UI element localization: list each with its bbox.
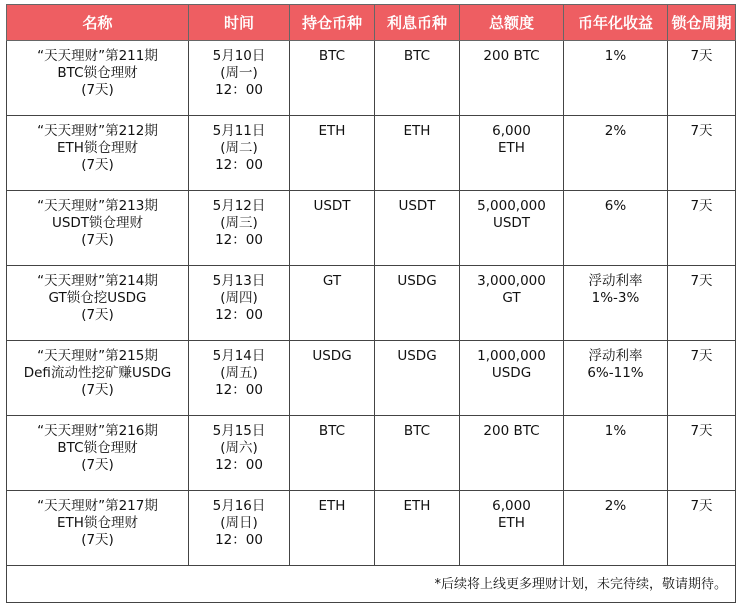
lock-period-cell <box>668 416 736 491</box>
product-name-subtitle: ETH锁仓理财 <box>57 140 138 156</box>
interest-currency-cell <box>375 116 460 191</box>
time-cell <box>189 191 290 266</box>
total-unit-text: GT <box>502 290 521 306</box>
header-total: 总额度 <box>460 5 564 41</box>
date-text: 5月12日 <box>212 198 266 214</box>
interest-currency-cell <box>375 341 460 416</box>
apy-cell <box>564 191 668 266</box>
hold-currency-text: BTC <box>318 423 346 439</box>
hold-currency-text: GT <box>322 273 342 289</box>
total-amount-text: 200 BTC <box>483 423 540 439</box>
interest-currency-cell <box>375 266 460 341</box>
lock-period-text: 7天 <box>690 348 713 364</box>
hold-currency-cell <box>290 41 375 116</box>
total-cell <box>460 191 564 266</box>
total-amount-text: 1,000,000 <box>477 348 546 364</box>
clock-text: 12：00 <box>215 532 263 548</box>
wealth-products-table <box>6 4 736 603</box>
total-unit-text: USDT <box>492 215 531 231</box>
apy-cell <box>564 266 668 341</box>
apy-text: 2% <box>604 123 627 139</box>
hold-currency-cell <box>290 266 375 341</box>
date-text: 5月14日 <box>212 348 266 364</box>
product-name-cell <box>7 41 189 116</box>
table-row <box>7 266 736 341</box>
date-text: 5月11日 <box>212 123 266 139</box>
lock-period-text: 7天 <box>690 423 713 439</box>
hold-currency-text: ETH <box>318 498 346 514</box>
lock-period-cell <box>668 116 736 191</box>
lock-period-cell <box>668 41 736 116</box>
product-name-title: “天天理财”第213期 <box>37 198 158 214</box>
apy-cell <box>564 341 668 416</box>
product-name-cell <box>7 341 189 416</box>
apy-text: 浮动利率 <box>588 273 643 289</box>
total-amount-text: 3,000,000 <box>477 273 546 289</box>
clock-text: 12：00 <box>215 382 263 398</box>
total-cell <box>460 116 564 191</box>
clock-text: 12：00 <box>215 457 263 473</box>
hold-currency-cell <box>290 116 375 191</box>
product-name-duration: (7天) <box>81 232 114 248</box>
lock-period-cell <box>668 191 736 266</box>
lock-period-cell <box>668 266 736 341</box>
time-cell <box>189 341 290 416</box>
weekday-text: (周六) <box>220 440 258 456</box>
table-row <box>7 41 736 116</box>
clock-text: 12：00 <box>215 157 263 173</box>
product-name-title: “天天理财”第211期 <box>37 48 158 64</box>
date-text: 5月13日 <box>212 273 266 289</box>
table-row <box>7 191 736 266</box>
product-name-cell <box>7 491 189 566</box>
header-time: 时间 <box>189 5 290 41</box>
product-name-cell <box>7 416 189 491</box>
time-cell <box>189 41 290 116</box>
product-name-duration: (7天) <box>81 307 114 323</box>
hold-currency-text: BTC <box>318 48 346 64</box>
product-name-title: “天天理财”第214期 <box>37 273 158 289</box>
product-name-duration: (7天) <box>81 157 114 173</box>
time-cell <box>189 266 290 341</box>
product-name-duration: (7天) <box>81 382 114 398</box>
lock-period-text: 7天 <box>690 198 713 214</box>
product-name-duration: (7天) <box>81 82 114 98</box>
weekday-text: (周五) <box>220 365 258 381</box>
header-interest-currency: 利息币种 <box>375 5 460 41</box>
interest-currency-cell <box>375 191 460 266</box>
product-name-cell <box>7 116 189 191</box>
product-name-cell <box>7 191 189 266</box>
total-cell <box>460 491 564 566</box>
clock-text: 12：00 <box>215 232 263 248</box>
total-cell <box>460 416 564 491</box>
total-amount-text: 5,000,000 <box>477 198 546 214</box>
hold-currency-cell <box>290 416 375 491</box>
interest-currency-text: USDT <box>398 198 436 214</box>
hold-currency-text: ETH <box>318 123 346 139</box>
header-name: 名称 <box>7 5 189 41</box>
apy-text: 1% <box>604 423 627 439</box>
interest-currency-text: ETH <box>403 123 431 139</box>
time-cell <box>189 116 290 191</box>
time-cell <box>189 491 290 566</box>
table-row <box>7 416 736 491</box>
weekday-text: (周一) <box>220 65 258 81</box>
interest-currency-text: BTC <box>403 48 431 64</box>
apy-cell <box>564 416 668 491</box>
date-text: 5月10日 <box>212 48 266 64</box>
total-cell <box>460 341 564 416</box>
total-amount-text: 6,000 <box>492 498 531 514</box>
clock-text: 12：00 <box>215 82 263 98</box>
apy-cell <box>564 116 668 191</box>
product-name-subtitle: USDT锁仓理财 <box>51 215 144 231</box>
table-row <box>7 491 736 566</box>
interest-currency-text: USDG <box>397 348 437 364</box>
total-unit-text: ETH <box>498 140 525 156</box>
interest-currency-cell <box>375 416 460 491</box>
product-name-title: “天天理财”第216期 <box>37 423 158 439</box>
apy-range-text: 1%-3% <box>591 290 640 306</box>
lock-period-cell <box>668 341 736 416</box>
hold-currency-cell <box>290 191 375 266</box>
lock-period-text: 7天 <box>690 273 713 289</box>
weekday-text: (周四) <box>220 290 258 306</box>
total-unit-text: ETH <box>498 515 525 531</box>
product-name-title: “天天理财”第215期 <box>37 348 158 364</box>
apy-range-text: 6%-11% <box>587 365 644 381</box>
product-name-subtitle: GT锁仓挖USDG <box>48 290 147 306</box>
header-lock-period: 锁仓周期 <box>668 5 736 41</box>
date-text: 5月15日 <box>212 423 266 439</box>
table-footer <box>7 566 736 603</box>
lock-period-cell <box>668 491 736 566</box>
total-cell <box>460 41 564 116</box>
product-name-subtitle: BTC锁仓理财 <box>57 65 138 81</box>
apy-cell <box>564 491 668 566</box>
table-body <box>7 41 736 566</box>
header-row <box>7 5 736 41</box>
total-unit-text: USDG <box>491 365 532 381</box>
interest-currency-text: USDG <box>397 273 437 289</box>
footer-note: *后续将上线更多理财计划，未完待续，敬请期待。 <box>7 566 736 603</box>
product-name-subtitle: Defi流动性挖矿赚USDG <box>23 365 172 381</box>
lock-period-text: 7天 <box>690 123 713 139</box>
product-name-cell <box>7 266 189 341</box>
product-name-title: “天天理财”第217期 <box>37 498 158 514</box>
interest-currency-cell <box>375 491 460 566</box>
interest-currency-cell <box>375 41 460 116</box>
footer-row <box>7 566 736 603</box>
apy-text: 6% <box>604 198 627 214</box>
product-name-title: “天天理财”第212期 <box>37 123 158 139</box>
product-name-duration: (7天) <box>81 457 114 473</box>
total-amount-text: 6,000 <box>492 123 531 139</box>
hold-currency-text: USDG <box>312 348 352 364</box>
hold-currency-text: USDT <box>313 198 351 214</box>
lock-period-text: 7天 <box>690 498 713 514</box>
product-name-subtitle: BTC锁仓理财 <box>57 440 138 456</box>
interest-currency-text: BTC <box>403 423 431 439</box>
product-name-subtitle: ETH锁仓理财 <box>57 515 138 531</box>
table-row <box>7 341 736 416</box>
total-amount-text: 200 BTC <box>483 48 540 64</box>
hold-currency-cell <box>290 491 375 566</box>
hold-currency-cell <box>290 341 375 416</box>
clock-text: 12：00 <box>215 307 263 323</box>
time-cell <box>189 416 290 491</box>
table-row <box>7 116 736 191</box>
header-apy: 币年化收益 <box>564 5 668 41</box>
weekday-text: (周日) <box>220 515 258 531</box>
total-cell <box>460 266 564 341</box>
table-header <box>7 5 736 41</box>
lock-period-text: 7天 <box>690 48 713 64</box>
apy-text: 浮动利率 <box>588 348 643 364</box>
weekday-text: (周二) <box>220 140 258 156</box>
apy-text: 2% <box>604 498 627 514</box>
header-hold-currency: 持仓币种 <box>290 5 375 41</box>
weekday-text: (周三) <box>220 215 258 231</box>
date-text: 5月16日 <box>212 498 266 514</box>
apy-text: 1% <box>604 48 627 64</box>
apy-cell <box>564 41 668 116</box>
interest-currency-text: ETH <box>403 498 431 514</box>
product-name-duration: (7天) <box>81 532 114 548</box>
